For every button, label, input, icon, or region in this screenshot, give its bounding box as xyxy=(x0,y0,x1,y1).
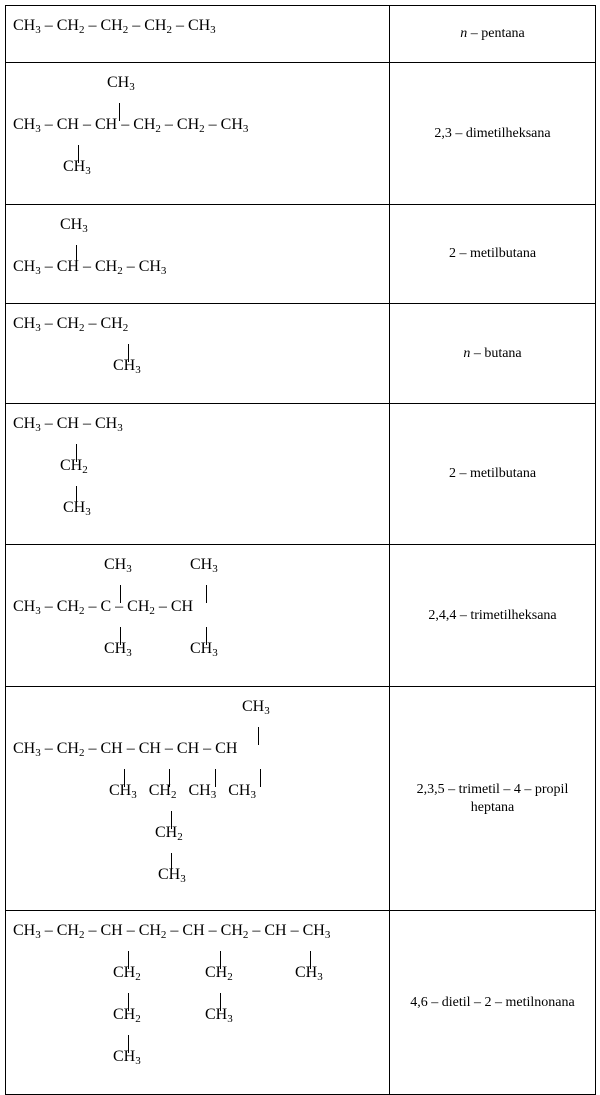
structural-formula-cell xyxy=(6,545,390,687)
compound-name-part: – pentana xyxy=(467,26,525,41)
formula-line: $CH_2$ xyxy=(113,964,141,983)
structural-formula-cell xyxy=(6,63,390,205)
bond-line xyxy=(128,1035,129,1053)
bond-line xyxy=(76,444,77,462)
bond-line xyxy=(119,103,120,121)
bond-line xyxy=(120,627,121,645)
bond-line xyxy=(258,727,259,745)
table-row xyxy=(6,205,596,304)
bond-line xyxy=(120,585,121,603)
compound-table xyxy=(5,5,596,1095)
bond-line xyxy=(215,769,216,787)
compound-name xyxy=(420,607,564,625)
bond-line xyxy=(128,993,129,1011)
compound-name-part: 2,3 – dimetilheksana xyxy=(434,125,551,141)
table-row xyxy=(6,545,596,687)
compound-name-part: heptana xyxy=(470,799,515,815)
table-row xyxy=(6,911,596,1095)
formula-line: $CH_3$ xyxy=(190,640,218,659)
formula-line: $CH_2$ xyxy=(155,824,183,843)
formula-line: $CH_3 - CH_2 - CH_2 - CH_2 - CH_3$ xyxy=(13,17,216,36)
table-row xyxy=(6,304,596,404)
structural-formula-cell xyxy=(6,911,390,1095)
bond-line xyxy=(171,853,172,871)
formula-line: $CH_3$ xyxy=(295,964,323,983)
structural-formula xyxy=(6,6,389,62)
formula-line: $CH_3$ – CH – $CH_2 - CH_3$ xyxy=(13,258,167,277)
formula-line: $CH_3$ xyxy=(104,556,132,575)
formula-line: $CH_3$ – CH – CH – $CH_2 - CH_2 - CH_3$ xyxy=(13,116,249,135)
compound-name xyxy=(441,465,544,483)
formula-line: $CH_3$ xyxy=(63,499,91,518)
structural-formula xyxy=(6,304,389,403)
bond-line xyxy=(171,811,172,829)
compound-name xyxy=(441,245,544,263)
compound-name-cell xyxy=(390,404,596,545)
compound-name-cell xyxy=(390,6,596,63)
structural-formula-cell xyxy=(6,687,390,911)
compound-name-part: n xyxy=(460,26,468,41)
compound-name-cell xyxy=(390,911,596,1095)
compound-name-part: 2,4,4 – trimetilheksana xyxy=(428,607,557,623)
formula-line: $CH_3$ xyxy=(242,698,270,717)
compound-name xyxy=(409,781,577,817)
bond-line xyxy=(260,769,261,787)
formula-line: $CH_3$ xyxy=(63,158,91,177)
formula-line: $CH_3$ xyxy=(107,74,135,93)
bond-line xyxy=(76,245,77,263)
bond-line xyxy=(206,627,207,645)
structural-formula-cell xyxy=(6,205,390,304)
structural-formula xyxy=(6,404,389,544)
bond-line xyxy=(124,769,125,787)
bond-line xyxy=(76,486,77,504)
formula-line: $CH_3$ – CH – $CH_3$ xyxy=(13,415,123,434)
formula-line: $CH_3$ xyxy=(205,1006,233,1025)
compound-name-cell xyxy=(390,63,596,205)
formula-line: $CH_2$ xyxy=(113,1006,141,1025)
formula-line: $CH_3$ xyxy=(158,866,186,885)
compound-name xyxy=(452,25,533,43)
bond-line xyxy=(128,951,129,969)
formula-line: $CH_3$ xyxy=(104,640,132,659)
formula-line: $CH_3$ xyxy=(113,1048,141,1067)
formula-line: $CH_3 - CH_2$ – C – $CH_2$ – CH xyxy=(13,598,194,617)
formula-line: $CH_3$ xyxy=(113,357,141,376)
compound-name-part: 2 – metilbutana xyxy=(448,246,537,261)
table-row xyxy=(6,63,596,205)
bond-line xyxy=(220,993,221,1011)
bond-line xyxy=(128,344,129,362)
bond-line xyxy=(220,951,221,969)
table-row xyxy=(6,687,596,911)
formula-line: $CH_3 - CH_2 - CH_2$ xyxy=(13,315,129,334)
table-row xyxy=(6,404,596,545)
structural-formula-cell xyxy=(6,404,390,545)
compound-name-cell xyxy=(390,304,596,404)
bond-line xyxy=(206,585,207,603)
structural-formula xyxy=(6,545,389,686)
formula-line: $CH_3$ xyxy=(60,216,88,235)
bond-line xyxy=(78,145,79,163)
compound-name xyxy=(402,994,582,1012)
compound-name-part: 2 – metilbutana xyxy=(448,466,537,481)
compound-name-part: – butana xyxy=(470,345,522,361)
formula-line: $CH_2$ xyxy=(205,964,233,983)
compound-name-part: 2,3,5 – trimetil – 4 – propil xyxy=(416,781,569,797)
structural-formula-cell xyxy=(6,6,390,63)
formula-line: $CH_3$ $CH_2$ $CH_3$ $CH_3$ xyxy=(109,782,256,801)
compound-name-cell xyxy=(390,545,596,687)
bond-line xyxy=(310,951,311,969)
compound-name xyxy=(426,125,558,143)
compound-name-part: 4,6 – dietil – 2 – metilnonana xyxy=(410,994,575,1010)
structural-formula-cell xyxy=(6,304,390,404)
compound-name-cell xyxy=(390,205,596,304)
structural-formula xyxy=(6,687,389,910)
formula-line: $CH_3$ xyxy=(190,556,218,575)
structural-formula xyxy=(6,911,389,1094)
formula-line: $CH_3 - CH_2$ – CH – CH – CH – CH xyxy=(13,740,238,759)
compound-name-cell xyxy=(390,687,596,911)
table-row xyxy=(6,6,596,63)
compound-name xyxy=(455,345,529,363)
bond-line xyxy=(169,769,170,787)
formula-line: $CH_2$ xyxy=(60,457,88,476)
formula-line: $CH_3 - CH_2$ – CH – $CH_2$ – CH – $CH_2$ – CH – $CH_3$ xyxy=(13,922,331,941)
structural-formula xyxy=(6,63,389,204)
structural-formula xyxy=(6,205,389,303)
compound-name-part: n xyxy=(463,345,471,361)
